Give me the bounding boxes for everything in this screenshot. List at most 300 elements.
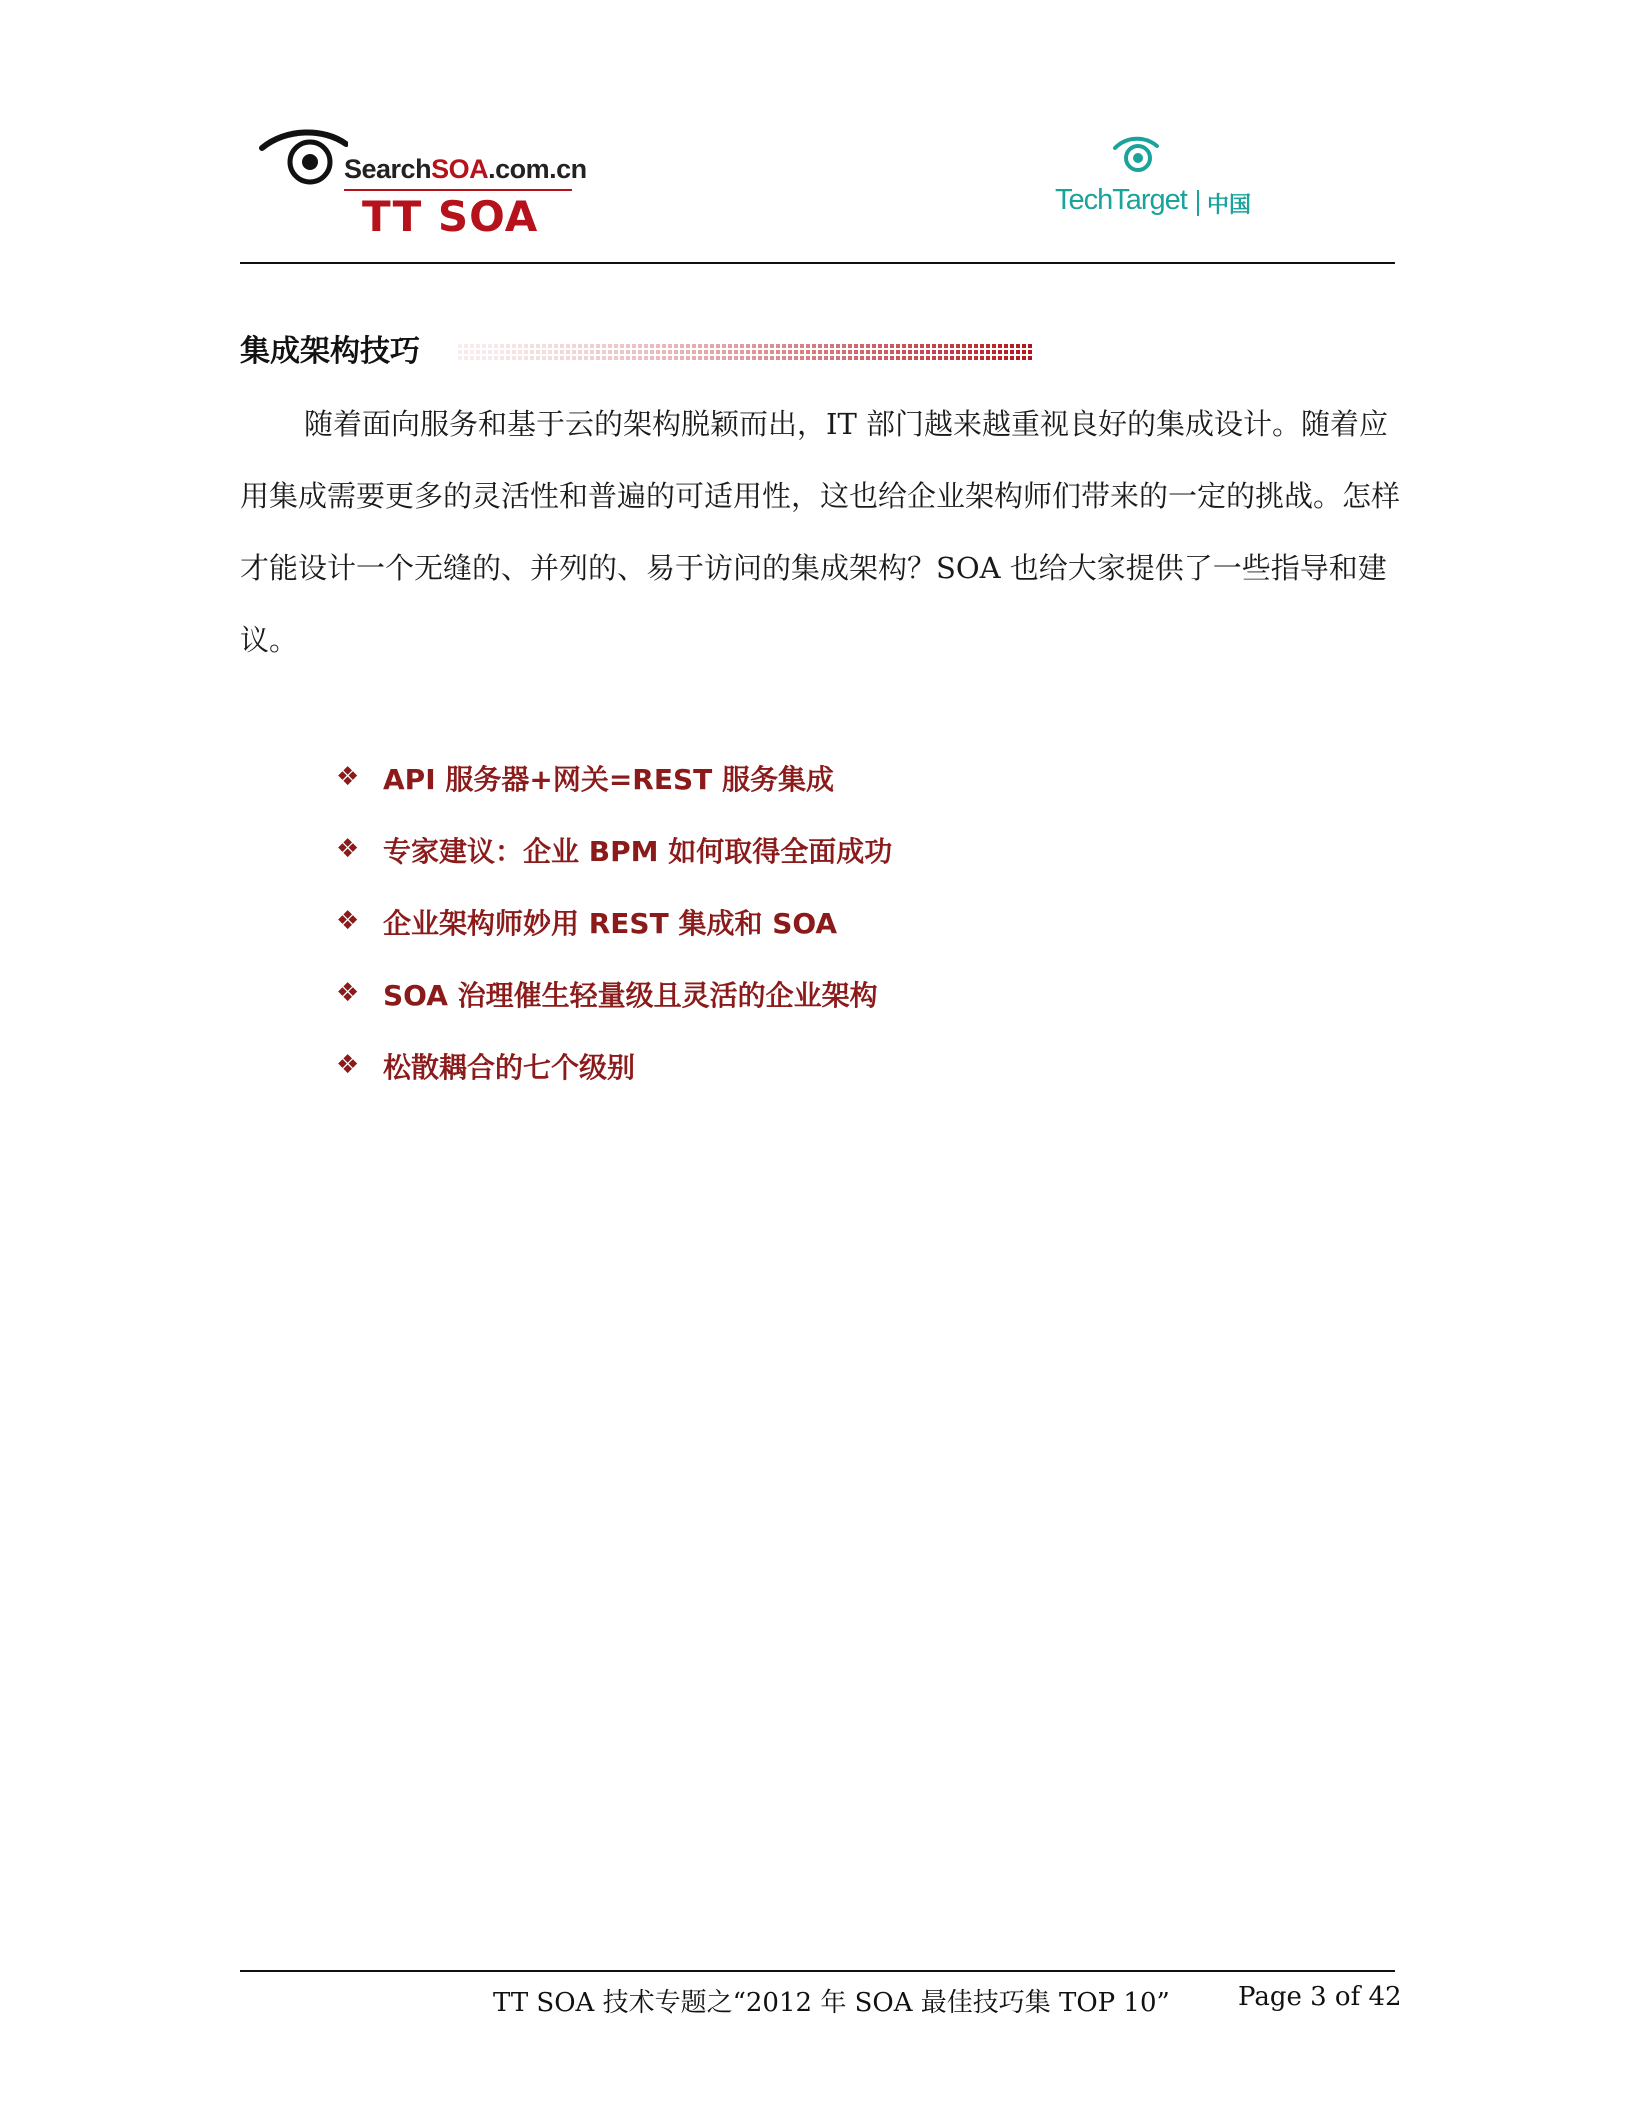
dot	[698, 344, 702, 348]
dot	[548, 344, 552, 348]
dot	[944, 356, 948, 360]
dot	[1028, 350, 1032, 354]
techtarget-eye-icon	[1112, 134, 1160, 178]
dot	[608, 356, 612, 360]
dot	[566, 356, 570, 360]
dot	[518, 344, 522, 348]
dot	[536, 350, 540, 354]
dot	[1004, 344, 1008, 348]
dot	[902, 350, 906, 354]
dot	[932, 344, 936, 348]
dot	[668, 344, 672, 348]
dot	[674, 344, 678, 348]
dot	[572, 356, 576, 360]
dot	[938, 344, 942, 348]
dot	[926, 356, 930, 360]
dot	[584, 356, 588, 360]
dot	[872, 356, 876, 360]
dot	[908, 350, 912, 354]
dot	[494, 350, 498, 354]
dot	[746, 356, 750, 360]
dot	[758, 350, 762, 354]
dot	[830, 344, 834, 348]
dot	[1022, 356, 1026, 360]
dot	[548, 350, 552, 354]
dot	[482, 356, 486, 360]
dot	[950, 356, 954, 360]
dot	[854, 344, 858, 348]
dot	[710, 356, 714, 360]
dot	[650, 344, 654, 348]
dot	[836, 356, 840, 360]
article-link[interactable]: SOA 治理催生轻量级且灵活的企业架构	[383, 979, 878, 1012]
dot	[782, 350, 786, 354]
dot	[512, 350, 516, 354]
dot	[980, 356, 984, 360]
dot	[776, 356, 780, 360]
dot	[704, 344, 708, 348]
dot	[662, 344, 666, 348]
dot	[704, 350, 708, 354]
dot	[710, 344, 714, 348]
dot	[950, 350, 954, 354]
article-link[interactable]: 专家建议：企业 BPM 如何取得全面成功	[383, 835, 893, 868]
dot	[554, 344, 558, 348]
dot	[890, 350, 894, 354]
dot	[488, 356, 492, 360]
dot	[500, 344, 504, 348]
dot	[482, 344, 486, 348]
dot	[854, 350, 858, 354]
dot	[938, 356, 942, 360]
dot	[764, 344, 768, 348]
techtarget-logo	[1055, 134, 1285, 234]
dot	[542, 356, 546, 360]
dot	[1016, 344, 1020, 348]
dot	[512, 344, 516, 348]
dot	[896, 344, 900, 348]
dot	[476, 356, 480, 360]
dot	[518, 350, 522, 354]
dot	[752, 350, 756, 354]
dot	[650, 350, 654, 354]
dot	[770, 350, 774, 354]
dot	[968, 350, 972, 354]
dot	[740, 350, 744, 354]
dot	[584, 350, 588, 354]
dot	[512, 356, 516, 360]
dot	[926, 344, 930, 348]
dot	[560, 356, 564, 360]
searchsoa-logo	[258, 126, 587, 246]
dot	[818, 356, 822, 360]
dot	[800, 350, 804, 354]
dot	[998, 356, 1002, 360]
dot	[656, 356, 660, 360]
diamond-bullet-icon: ❖	[336, 1050, 360, 1080]
dot	[968, 356, 972, 360]
dot	[650, 356, 654, 360]
page-header	[240, 120, 1395, 260]
diamond-bullet-icon: ❖	[336, 834, 360, 864]
site-name-underline	[344, 189, 572, 191]
dot	[824, 350, 828, 354]
dot	[692, 356, 696, 360]
dot	[632, 356, 636, 360]
dot	[974, 356, 978, 360]
dot	[734, 350, 738, 354]
dot	[506, 356, 510, 360]
dot	[722, 344, 726, 348]
footer-title: TT SOA 技术专题之“2012 年 SOA 最佳技巧集 TOP 10”	[493, 1988, 1170, 2018]
article-link[interactable]: 松散耦合的七个级别	[383, 1051, 636, 1084]
dot	[776, 350, 780, 354]
dot	[590, 356, 594, 360]
dot	[554, 356, 558, 360]
dot	[554, 350, 558, 354]
dot	[686, 350, 690, 354]
dot	[464, 344, 468, 348]
dot	[494, 344, 498, 348]
dot	[1022, 350, 1026, 354]
dot	[818, 344, 822, 348]
dot	[560, 344, 564, 348]
dot	[860, 356, 864, 360]
dot	[794, 350, 798, 354]
dot	[542, 344, 546, 348]
dot	[638, 344, 642, 348]
dot	[656, 350, 660, 354]
dot	[638, 356, 642, 360]
publisher-region: 中国	[1207, 193, 1252, 218]
article-link[interactable]: API 服务器+网关=REST 服务集成	[383, 763, 834, 796]
dot	[920, 356, 924, 360]
diamond-bullet-icon: ❖	[336, 978, 360, 1008]
dot	[908, 356, 912, 360]
dot	[998, 350, 1002, 354]
dot	[842, 356, 846, 360]
dot	[1016, 356, 1020, 360]
dot	[866, 350, 870, 354]
dot	[542, 350, 546, 354]
dot	[614, 344, 618, 348]
dot	[578, 356, 582, 360]
dot	[524, 344, 528, 348]
dot	[458, 350, 462, 354]
dot	[812, 356, 816, 360]
dot	[806, 350, 810, 354]
dot	[686, 344, 690, 348]
dot	[590, 344, 594, 348]
dot	[482, 350, 486, 354]
dot	[1004, 356, 1008, 360]
dot	[800, 356, 804, 360]
dot	[848, 344, 852, 348]
dot	[572, 350, 576, 354]
dot	[908, 344, 912, 348]
dot	[596, 344, 600, 348]
dot	[1028, 356, 1032, 360]
dot	[956, 350, 960, 354]
dot	[962, 356, 966, 360]
dot	[692, 344, 696, 348]
dot	[470, 350, 474, 354]
dot	[974, 344, 978, 348]
dot	[878, 350, 882, 354]
dot	[1004, 350, 1008, 354]
dot	[758, 344, 762, 348]
dot	[734, 344, 738, 348]
dot	[680, 344, 684, 348]
dot	[668, 350, 672, 354]
dot	[680, 350, 684, 354]
dot	[686, 356, 690, 360]
dot	[566, 344, 570, 348]
dot	[1016, 350, 1020, 354]
dot	[566, 350, 570, 354]
dot	[1010, 350, 1014, 354]
dot	[626, 356, 630, 360]
dot	[626, 344, 630, 348]
dot	[818, 350, 822, 354]
dot	[884, 350, 888, 354]
eye-logo-icon	[258, 126, 348, 196]
dot	[890, 344, 894, 348]
dot	[464, 350, 468, 354]
dot	[938, 350, 942, 354]
dot	[914, 350, 918, 354]
dot	[722, 356, 726, 360]
dot	[986, 344, 990, 348]
dot	[602, 356, 606, 360]
dot	[992, 344, 996, 348]
dot	[536, 344, 540, 348]
dot	[476, 344, 480, 348]
dot	[992, 350, 996, 354]
header-divider	[240, 262, 1395, 264]
dot	[764, 356, 768, 360]
brand-name: TT SOA	[362, 192, 539, 241]
dot	[620, 350, 624, 354]
dot	[644, 356, 648, 360]
dot	[920, 344, 924, 348]
dot	[794, 356, 798, 360]
dot	[788, 356, 792, 360]
dot	[770, 356, 774, 360]
dot	[518, 356, 522, 360]
dot	[476, 350, 480, 354]
dot	[896, 356, 900, 360]
dot	[848, 350, 852, 354]
dot	[974, 350, 978, 354]
dot	[794, 344, 798, 348]
dot	[632, 344, 636, 348]
dot	[866, 356, 870, 360]
dot	[812, 344, 816, 348]
dot	[572, 344, 576, 348]
publisher-name: TechTarget	[1055, 184, 1187, 216]
dot	[470, 356, 474, 360]
dot	[698, 356, 702, 360]
dot	[770, 344, 774, 348]
dot	[836, 344, 840, 348]
dot	[902, 344, 906, 348]
dot	[854, 356, 858, 360]
dot	[1010, 344, 1014, 348]
dot	[932, 350, 936, 354]
page-number: Page 3 of 42	[1238, 1982, 1402, 2012]
dot	[488, 344, 492, 348]
dot	[788, 344, 792, 348]
dot	[884, 356, 888, 360]
dot	[980, 350, 984, 354]
dot	[464, 356, 468, 360]
dot	[644, 350, 648, 354]
dot	[506, 350, 510, 354]
dot	[830, 350, 834, 354]
dot	[830, 356, 834, 360]
dot	[692, 350, 696, 354]
dot	[872, 350, 876, 354]
dot	[632, 350, 636, 354]
dot	[788, 350, 792, 354]
dot	[782, 356, 786, 360]
article-link[interactable]: 企业架构师妙用 REST 集成和 SOA	[383, 907, 838, 940]
dot	[800, 344, 804, 348]
dot	[746, 350, 750, 354]
dot	[980, 344, 984, 348]
dot	[662, 350, 666, 354]
dot	[812, 350, 816, 354]
dot	[728, 344, 732, 348]
dot	[968, 344, 972, 348]
dot	[596, 350, 600, 354]
dot	[926, 350, 930, 354]
dot	[584, 344, 588, 348]
footer-divider	[240, 1970, 1395, 1972]
dot	[842, 344, 846, 348]
dot	[620, 344, 624, 348]
dot	[620, 356, 624, 360]
dot	[500, 350, 504, 354]
dot	[860, 344, 864, 348]
dot	[752, 356, 756, 360]
dot	[842, 350, 846, 354]
dot	[914, 356, 918, 360]
dot	[500, 356, 504, 360]
dot	[758, 356, 762, 360]
dot	[872, 344, 876, 348]
dot	[602, 350, 606, 354]
dot	[608, 350, 612, 354]
dot	[740, 356, 744, 360]
dot	[782, 344, 786, 348]
dot	[740, 344, 744, 348]
dot	[674, 356, 678, 360]
dot	[716, 356, 720, 360]
dot	[962, 350, 966, 354]
dot	[458, 356, 462, 360]
dot	[986, 356, 990, 360]
section-title: 集成架构技巧	[240, 334, 420, 369]
dot	[914, 344, 918, 348]
dot	[1028, 344, 1032, 348]
dot	[878, 356, 882, 360]
dot	[488, 350, 492, 354]
dot	[614, 356, 618, 360]
dot	[884, 344, 888, 348]
dot	[524, 356, 528, 360]
dot	[986, 350, 990, 354]
dot	[896, 350, 900, 354]
intro-paragraph: 随着面向服务和基于云的架构脱颖而出，IT 部门越来越重视良好的集成设计。随着应用集成需要更多的灵活性和普遍的可适用性，这也给企业架构师们带来的一定的挑战。怎样才能设计一个无缝的、并列的、易于访问的集成架构？SOA 也给大家提供了一些指导和建议。	[240, 407, 1401, 657]
dot	[836, 350, 840, 354]
dot	[644, 344, 648, 348]
dot	[716, 350, 720, 354]
dot	[956, 356, 960, 360]
dot	[674, 350, 678, 354]
dot	[902, 356, 906, 360]
dot	[1022, 344, 1026, 348]
dot	[656, 344, 660, 348]
dot	[530, 344, 534, 348]
dot	[860, 350, 864, 354]
dot	[578, 350, 582, 354]
dot	[668, 356, 672, 360]
dot	[590, 350, 594, 354]
dot	[806, 356, 810, 360]
dot	[698, 350, 702, 354]
dot	[494, 356, 498, 360]
dot	[608, 344, 612, 348]
dot	[536, 356, 540, 360]
dot	[992, 356, 996, 360]
dot	[722, 350, 726, 354]
dot	[716, 344, 720, 348]
dot	[764, 350, 768, 354]
dot	[920, 350, 924, 354]
dot	[776, 344, 780, 348]
dot	[734, 356, 738, 360]
site-name: SearchSOA.com.cn	[344, 154, 587, 184]
dot	[728, 350, 732, 354]
dotted-gradient-bar	[458, 344, 1038, 362]
dot	[704, 356, 708, 360]
dot	[560, 350, 564, 354]
dot	[866, 344, 870, 348]
dot	[596, 356, 600, 360]
diamond-bullet-icon: ❖	[336, 906, 360, 936]
dot	[806, 344, 810, 348]
dot	[746, 344, 750, 348]
dot	[662, 356, 666, 360]
dot	[824, 356, 828, 360]
dot	[752, 344, 756, 348]
dot	[824, 344, 828, 348]
dot	[530, 350, 534, 354]
dot	[890, 356, 894, 360]
publisher-separator	[1197, 190, 1199, 216]
dot	[506, 344, 510, 348]
dot	[728, 356, 732, 360]
dot	[848, 356, 852, 360]
dot	[956, 344, 960, 348]
dot	[530, 356, 534, 360]
dot	[524, 350, 528, 354]
dot	[944, 350, 948, 354]
dot	[548, 356, 552, 360]
dot	[470, 344, 474, 348]
